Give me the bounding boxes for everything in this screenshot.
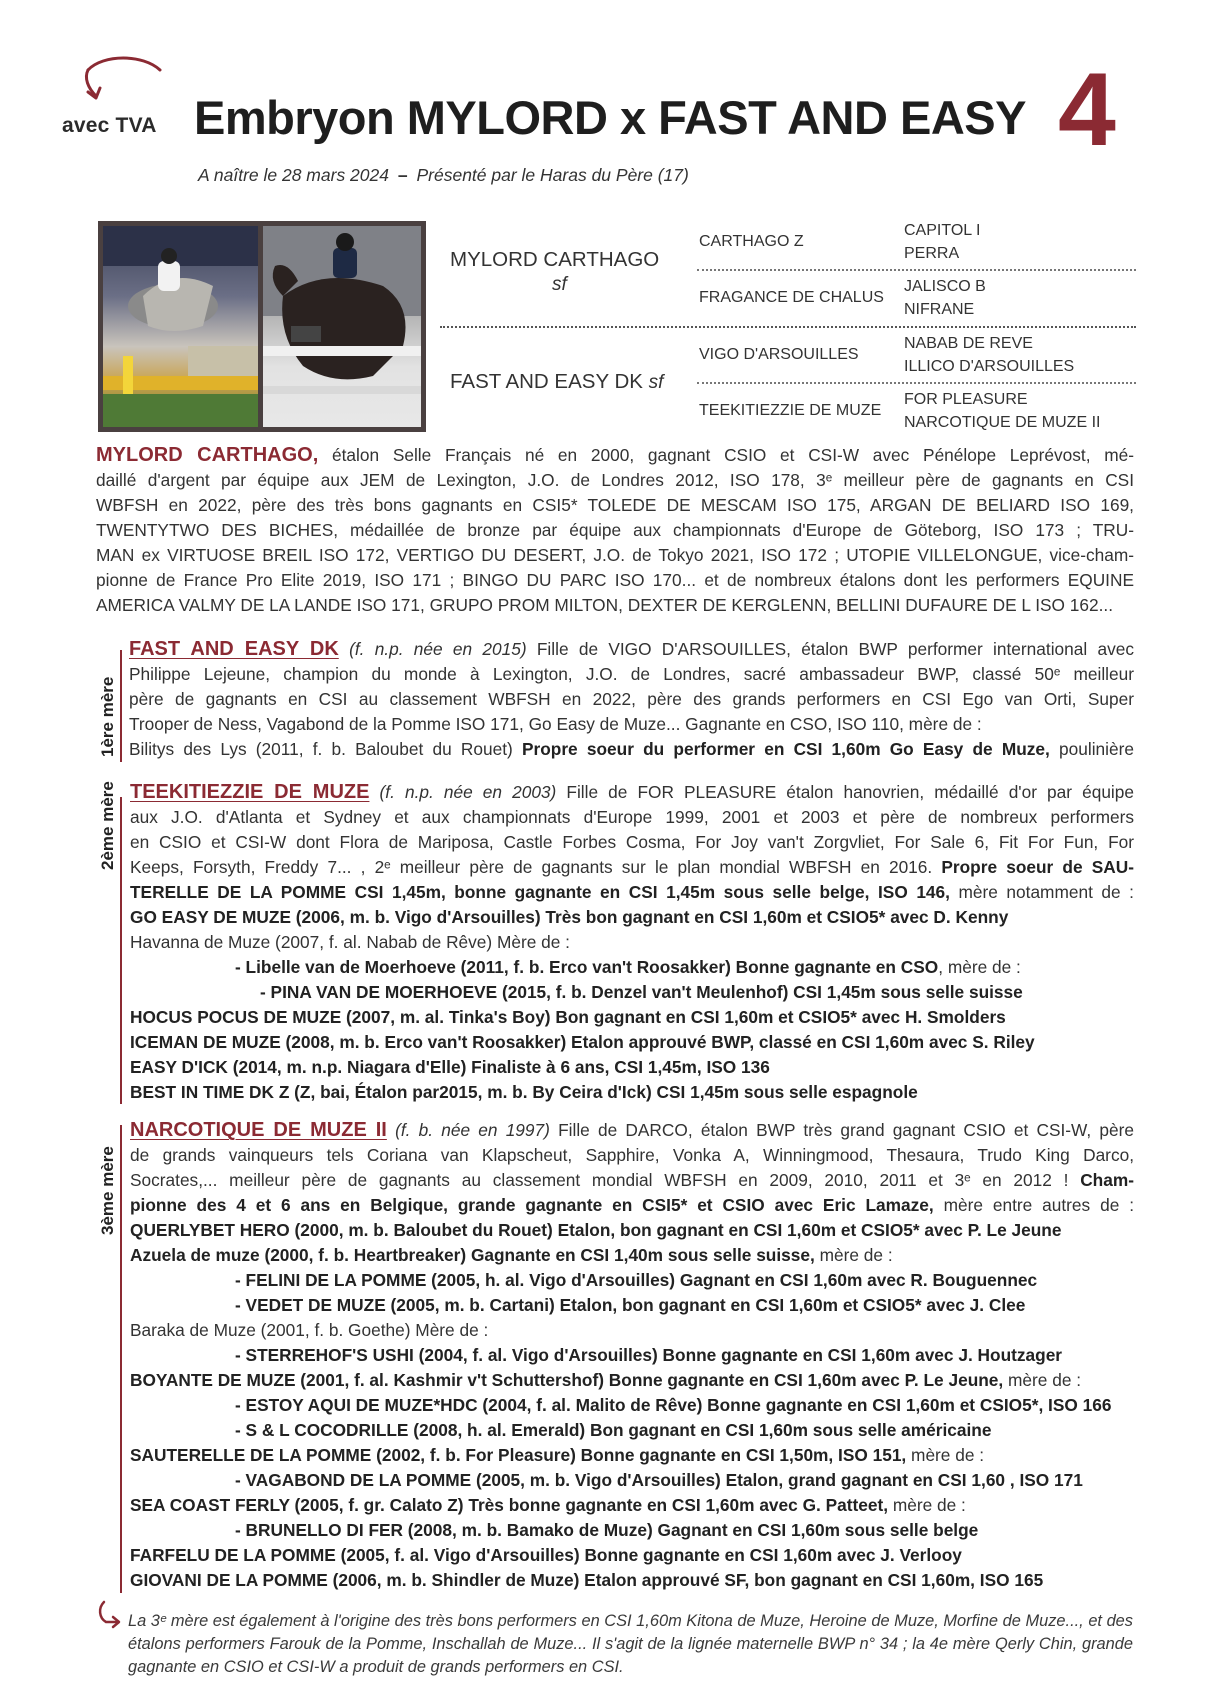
pedigree-dam-line xyxy=(450,370,663,394)
page-title: Embryon MYLORD x FAST AND EASY xyxy=(194,91,1026,144)
sire-line-4: TWENTYTWO DES BICHES, médaillée de bronze par équipe aux championnats d'Europe de Göteborg, ISO 173 ; TRU- xyxy=(96,520,1134,540)
pedigree-gp-2: FRAGANCE DE CHALUS xyxy=(699,289,884,306)
pedigree-ggp-4: NIFRANE xyxy=(904,301,975,318)
mere3-line-4 xyxy=(130,1193,1134,1218)
mere3-line-13: - S & L COCODRILLE (2008, h. al. Emerald) Bon gagnant en CSI 1,60m sous selle américaine xyxy=(235,1420,992,1440)
mere3-line-3 xyxy=(130,1168,1134,1193)
mere1-line-1 xyxy=(129,637,1134,662)
mere2-line-2: aux J.O. d'Atlanta et Sydney et aux championnats d'Europe 1999, 2001 et 2003 et père de nombreux performers xyxy=(130,807,1134,827)
mere1-line-3: père de gagnants en CSI au classement WBFSH en 2022, père des grands performers en CSI Ego van Orti, Super xyxy=(129,689,1134,709)
horse-photo xyxy=(98,221,426,432)
mere2-sister-end: TERELLE DE LA POMME CSI 1,45m, bonne gagnante en CSI 1,45m sous selle belge, ISO 146, xyxy=(130,882,950,902)
mere1-line-4: Trooper de Ness, Vagabond de la Pomme ISO 171, Go Easy de Muze... Gagnante en CSO, ISO 110, mère de : xyxy=(129,714,982,734)
mere1-info: (f. n.p. née en 2015) xyxy=(349,639,527,659)
mere1-produce-status: poulinière xyxy=(1059,739,1134,759)
hook-arrow-icon xyxy=(96,1598,126,1630)
mere2-sub-produce-1: - Libelle van de Moerhoeve (2011, f. b. Erco van't Roosakker) Bonne gagnante en CSO xyxy=(235,957,939,977)
mere2-info: (f. n.p. née en 2003) xyxy=(379,782,557,802)
mere3-produce-intro: mère entre autres de : xyxy=(943,1195,1135,1215)
lineage-note: La 3ᵉ mère est également à l'origine des très bons performers en CSI 1,60m Kitona de Muze, Heroine de Muze, Morfine de Muze..., et des étalons performers Farouk de la Pomme, Inschallah de Muze... Il s'agit de la lignée maternelle BWP n° 34 ; la 4e mère Qerly Chin, grande gagnante en CSIO et CSI-W a produit de grands performers en CSI. xyxy=(128,1612,1133,1676)
sire-line-1 xyxy=(96,443,1134,468)
mere3-champ-start: Cham- xyxy=(1080,1170,1134,1190)
pedigree-gp-3: VIGO D'ARSOUILLES xyxy=(699,346,859,363)
pedigree-gp-1: CARTHAGO Z xyxy=(699,233,804,250)
mere3-line-8: - VEDET DE MUZE (2005, m. b. Cartani) Etalon, bon gagnant en CSI 1,60m et CSIO5* avec J. Clee xyxy=(235,1295,1026,1315)
mere2-description xyxy=(130,780,1134,1105)
mere3-line-17: - BRUNELLO DI FER (2008, m. b. Bamako de Muze) Gagnant en CSI 1,60m sous selle belge xyxy=(235,1520,979,1540)
mere1-text-1: Fille de VIGO D'ARSOUILLES, étalon BWP performer international avec xyxy=(536,639,1134,659)
mere1-description xyxy=(129,637,1134,762)
birth-date: A naître le 28 mars 2024 xyxy=(198,165,389,185)
pedigree-sire: MYLORD CARTHAGO xyxy=(450,248,660,271)
mere2-line-13: BEST IN TIME DK Z (Z, bai, Étalon par2015, m. b. By Ceira d'Ick) CSI 1,45m sous selle espagnole xyxy=(130,1082,918,1102)
mere2-line-3: en CSIO et CSI-W dont Flora de Mariposa, Castle Forbes Cosma, For Joy van't Zorgvliet, For Sale 6, Fit For Fun, For xyxy=(130,832,1134,852)
pedigree-gp-4: TEEKITIEZZIE DE MUZE xyxy=(699,402,882,419)
mere3-line-15: - VAGABOND DE LA POMME (2005, m. b. Vigo d'Arsouilles) Etalon, grand gagnant en CSI 1,60 , ISO 171 xyxy=(235,1470,1083,1490)
mere3-produce-azuela: Azuela de muze (2000, f. b. Heartbreaker) Gagnante en CSI 1,40m sous selle suisse, xyxy=(130,1245,815,1265)
sire-text-1: étalon Selle Français né en 2000, gagnant CSIO et CSI-W avec Pénélope Leprévost, mé- xyxy=(332,445,1134,465)
mere3-side-label: 3ème mère xyxy=(98,1146,117,1235)
mere2-line-9: - PINA VAN DE MOERHOEVE (2015, f. b. Denzel van't Meulenhof) CSI 1,45m sous selle suisse xyxy=(260,982,1023,1002)
mere2-bar xyxy=(120,797,122,1104)
mere3-champ-end: pionne des 4 et 6 ans en Belgique, grande gagnante en CSI5* et CSIO avec Eric Lamaze, xyxy=(130,1195,934,1215)
mere2-line-8 xyxy=(130,955,1134,980)
mere2-line-12: EASY D'ICK (2014, m. n.p. Niagara d'Elle) Finaliste à 6 ans, CSI 1,45m, ISO 136 xyxy=(130,1057,770,1077)
pedigree-ggp-8: NARCOTIQUE DE MUZE II xyxy=(904,414,1101,431)
mere1-produce-note: Propre soeur du performer en CSI 1,60m Go Easy de Muze, xyxy=(521,739,1050,759)
sire-line-6: pionne de France Pro Elite 2019, ISO 171 ; BINGO DU PARC ISO 170... et de nombreux étalons dont les performers EQUINE xyxy=(96,570,1134,590)
mere3-produce-seacoast: SEA COAST FERLY (2005, f. gr. Calato Z) Très bonne gagnante en CSI 1,60m avec G. Patteet, xyxy=(130,1495,889,1515)
mere1-produce: Bilitys des Lys (2011, f. b. Baloubet du Rouet) xyxy=(129,739,513,759)
mere3-line-11 xyxy=(130,1368,1134,1393)
photo-sire-jumping xyxy=(103,226,258,427)
mere2-line-4 xyxy=(130,855,1134,880)
curved-arrow-icon xyxy=(78,52,168,112)
sire-line-5: MAN ex VIRTUOSE BREIL ISO 172, VERTIGO DU DESERT, J.O. de Tokyo 2021, ISO 172 ; UTOPIE VILLELONGUE, vice-cham- xyxy=(96,545,1134,565)
mere2-line-7: Havanna de Muze (2007, f. al. Nabab de Rêve) Mère de : xyxy=(130,932,570,952)
tax-label: avec TVA xyxy=(62,114,157,137)
lot-number: 4 xyxy=(1058,52,1116,168)
mere2-line-6: GO EASY DE MUZE (2006, m. b. Vigo d'Arsouilles) Très bon gagnant en CSI 1,60m et CSIO5* avec D. Kenny xyxy=(130,907,1009,927)
pedigree-ggp-7: FOR PLEASURE xyxy=(904,391,1028,408)
mere3-line-14 xyxy=(130,1443,1134,1468)
mere3-line-5: QUERLYBET HERO (2000, m. b. Baloubet du Rouet) Etalon, bon gagnant en CSI 1,60m et CSIO5* avec P. Le Jeune xyxy=(130,1220,1062,1240)
mere3-produce-boyante: BOYANTE DE MUZE (2001, f. al. Kashmir v't Schuttershof) Bonne gagnante en CSI 1,60m avec P. Le Jeune, xyxy=(130,1370,1004,1390)
mere2-side-label: 2ème mère xyxy=(98,781,117,870)
pedigree-dam: FAST AND EASY DK xyxy=(450,370,643,393)
mere3-line-2: de grands vainqueurs tels Coriana van Klapscheut, Sapphire, Vonka A, Winningmood, Thesaura, Trudo King Darco, xyxy=(130,1145,1134,1165)
mere3-seacoast-note: mère de : xyxy=(892,1495,966,1515)
mere3-boyante-note: mère de : xyxy=(1008,1370,1082,1390)
mere2-name: TEEKITIEZZIE DE MUZE xyxy=(130,781,370,803)
mere3-name: NARCOTIQUE DE MUZE II xyxy=(130,1119,387,1141)
mere3-azuela-note: mère de : xyxy=(819,1245,893,1265)
pedigree-ggp-1: CAPITOL I xyxy=(904,222,981,239)
mere2-text-1: Fille de FOR PLEASURE étalon hanovrien, médaillé d'or par équipe xyxy=(566,782,1134,802)
mere2-sub-produce-1-note: , mère de : xyxy=(938,957,1021,977)
sire-line-3: WBFSH en 2022, père des très bons gagnants en CSI5* TOLEDE DE MESCAM ISO 175, ARGAN DE BELIARD ISO 169, xyxy=(96,495,1134,515)
pedigree-ggp-2: PERRA xyxy=(904,245,960,262)
mere3-bar xyxy=(120,1125,122,1593)
subtitle-dash: – xyxy=(397,165,408,185)
mere3-line-7: - FELINI DE LA POMME (2005, h. al. Vigo d'Arsouilles) Gagnant en CSI 1,60m avec R. Bouguennec xyxy=(235,1270,1038,1290)
mere2-text-4: Keeps, Forsyth, Freddy 7... , 2ᵉ meilleur père de gagnants sur le plan mondial WBFSH en 2016. xyxy=(130,857,933,877)
mere2-line-1 xyxy=(130,780,1134,805)
sire-name: MYLORD CARTHAGO, xyxy=(96,444,319,466)
mere2-produce-intro: mère notamment de : xyxy=(958,882,1134,902)
mere1-line-5 xyxy=(129,737,1134,762)
mere3-line-19: GIOVANI DE LA POMME (2006, m. b. Shindler de Muze) Etalon approuvé SF, bon gagnant en CSI 1,60m, ISO 165 xyxy=(130,1570,1044,1590)
mere3-text-1: Fille de DARCO, étalon BWP très grand gagnant CSIO et CSI-W, père xyxy=(558,1120,1134,1140)
pedigree-divider-lower xyxy=(697,382,1136,384)
mere3-line-1 xyxy=(130,1118,1134,1143)
mere2-line-11: ICEMAN DE MUZE (2008, m. b. Erco van't Roosakker) Etalon approuvé BWP, classé en CSI 1,60m avec S. Riley xyxy=(130,1032,1035,1052)
pedigree-ggp-3: JALISCO B xyxy=(904,278,986,295)
mere3-line-18: FARFELU DE LA POMME (2005, f. al. Vigo d'Arsouilles) Bonne gagnante en CSI 1,60m avec J. Verlooy xyxy=(130,1545,962,1565)
mere3-line-10: - STERREHOF'S USHI (2004, f. al. Vigo d'Arsouilles) Bonne gagnante en CSI 1,60m avec J. Houtzager xyxy=(235,1345,1063,1365)
subtitle xyxy=(198,165,689,186)
mere3-description xyxy=(130,1118,1134,1593)
pedigree-ggp-6: ILLICO D'ARSOUILLES xyxy=(904,358,1075,375)
mere1-line-2: Philippe Lejeune, champion du monde à Lexington, J.O. de Londres, sacré ambassadeur BWP, classé 50ᵉ meilleur xyxy=(129,664,1134,684)
mere3-line-16 xyxy=(130,1493,1134,1518)
mere3-sauterelle-note: mère de : xyxy=(911,1445,985,1465)
mere1-name: FAST AND EASY DK xyxy=(129,638,339,660)
presenter: Présenté par le Haras du Père (17) xyxy=(416,165,689,185)
mere3-line-12: - ESTOY AQUI DE MUZE*HDC (2004, f. al. Malito de Rêve) Bonne gagnante en CSI 1,60m et CSIO5*, ISO 166 xyxy=(235,1395,1112,1415)
pedigree-divider-main xyxy=(440,326,1136,328)
mere3-produce-sauterelle: SAUTERELLE DE LA POMME (2002, f. b. For Pleasure) Bonne gagnante en CSI 1,50m, ISO 151, xyxy=(130,1445,907,1465)
mere3-info: (f. b. née en 1997) xyxy=(395,1120,550,1140)
pedigree-ggp-5: NABAB DE REVE xyxy=(904,335,1033,352)
pedigree-sire-breed: sf xyxy=(552,274,567,295)
sire-line-7: AMERICA VALMY DE LA LANDE ISO 171, GRUPO PROM MILTON, DEXTER DE KERGLENN, BELLINI DUFAURE DE L ISO 162... xyxy=(96,595,1114,615)
mere2-line-5 xyxy=(130,880,1134,905)
mere1-side-label: 1ère mère xyxy=(98,676,117,757)
mere2-sister-start: Propre soeur de SAU- xyxy=(941,857,1134,877)
sire-line-2: daillé d'argent par équipe aux JEM de Lexington, J.O. de Londres 2012, ISO 178, 3ᵉ meilleur père de gagnants en CSI xyxy=(96,470,1134,490)
mere3-line-6 xyxy=(130,1243,1134,1268)
sire-description xyxy=(96,443,1134,618)
mere3-text-3: Socrates,... meilleur père de gagnants au classement mondial WBFSH en 2009, 2010, 2011 et 3ᵉ en 2012 ! xyxy=(130,1170,1069,1190)
photo-dam-jumping xyxy=(263,226,421,427)
pedigree-dam-breed: sf xyxy=(648,372,664,393)
mere1-bar xyxy=(120,650,122,762)
mere3-line-9: Baraka de Muze (2001, f. b. Goethe) Mère de : xyxy=(130,1320,489,1340)
pedigree-divider-upper xyxy=(697,269,1136,271)
mere2-line-10: HOCUS POCUS DE MUZE (2007, m. al. Tinka's Boy) Bon gagnant en CSI 1,60m et CSIO5* avec H. Smolders xyxy=(130,1007,1006,1027)
